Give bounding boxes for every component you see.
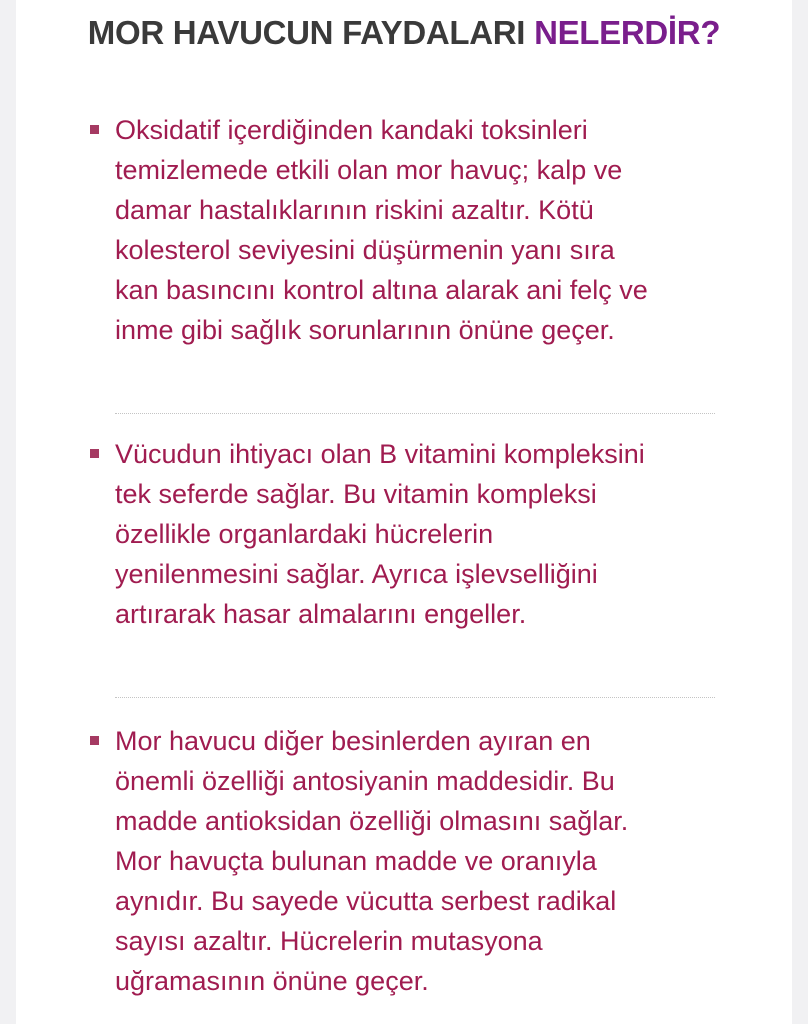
divider (115, 697, 715, 698)
benefit-item-3 (90, 721, 710, 1001)
benefit-item-1 (90, 110, 710, 350)
title-main: MOR HAVUCUN FAYDALARI (87, 14, 526, 51)
square-bullet-icon (90, 449, 99, 458)
divider (115, 413, 715, 414)
title-accent: NELERDİR? (534, 14, 721, 51)
page-title (0, 14, 808, 52)
benefit-item-2 (90, 434, 710, 634)
square-bullet-icon (90, 736, 99, 745)
square-bullet-icon (90, 125, 99, 134)
benefit-text-3: Mor havucu diğer besinlerden ayıran en önemli özelliği antosiyanin maddesidir. Bu madde antioksidan özelliği olmasını sağlar. Mor havuçta bulunan madde ve oranıyla aynıdır. Bu sayede vücutta serbest radikal sayısı azaltır. Hücrelerin mutasyona uğramasının önüne geçer. (115, 726, 629, 996)
benefit-text-1: Oksidatif içerdiğinden kandaki toksinleri temizlemede etkili olan mor havuç; kalp ve damar hastalıklarının riskini azaltır. Kötü kolesterol seviyesini düşürmenin yanı sıra kan basıncını kontrol altına alarak ani felç ve inme gibi sağlık sorunlarının önüne geçer. (115, 115, 648, 345)
benefit-text-2: Vücudun ihtiyacı olan B vitamini kompleksini tek seferde sağlar. Bu vitamin kompleksi özellikle organlardaki hücrelerin yenilenmesini sağlar. Ayrıca işlevselliğini artırarak hasar almalarını engeller. (115, 439, 645, 629)
